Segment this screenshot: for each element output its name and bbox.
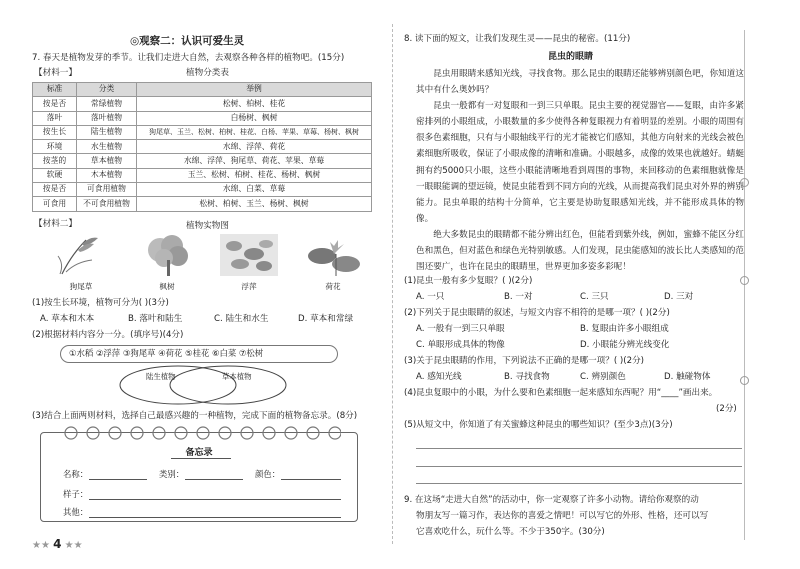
memo-other-field[interactable] <box>89 517 341 518</box>
plant-list: ①水稻 ②浮萍 ③狗尾草 ④荷花 ⑤桂花 ⑥白菜 ⑦松树 <box>60 345 338 363</box>
answer-option: C. 陆生和水生 <box>214 314 269 324</box>
passage-paragraph: 昆虫用眼睛来感知光线，寻找食物。那么昆虫的眼睛还能够辨别颜色吧，你知道这其中有什么奥妙吗？ <box>416 69 744 96</box>
spiral-binding <box>61 423 341 443</box>
table-cell: 水绵、浮萍、狗尾草、荷花、苹果、草莓 <box>137 154 372 168</box>
table-header: 标准 <box>33 83 77 97</box>
images-title: 植物实物图 <box>186 221 229 231</box>
answer-option: C. 辨别颜色 <box>580 372 626 382</box>
table-cell: 按是否 <box>33 97 77 111</box>
margin-dot <box>740 376 749 385</box>
answer-option: C. 三只 <box>580 292 609 302</box>
answer-option: A. 一只 <box>416 292 445 302</box>
memo-title: 备忘录 <box>185 448 213 458</box>
decor-stars: ★★ <box>61 540 83 551</box>
passage-paragraph: 昆虫一般都有一对复眼和一到三只单眼。昆虫主要的视觉器官——复眼，由许多紧密排列的小眼组成，小眼数量的多少使得各种复眼视力有着明显的差别。小眼的周围有很多色素细胞，只有与小眼轴线平行的光才能被它们感知，其他方向射来的光线会被色素细胞所吸收，保证了小眼成像的清晰和准确。小眼越多，成像的效果也就越好。蜻蜓拥有约5000只小眼，这些小眼能清晰地看到周围的事物，来回移动的色素细胞就像是一眼眼能调的望远镜，使昆虫能看到不同方向的光线，从而提高我们昆虫对外界的辨别能力。昆虫单眼的结构十分简单，它主要是协助复眼感知光线，并不能形成具体的物像。 <box>416 101 744 224</box>
question-9-line: 9. 在这场“走进大自然”的活动中，你一定观察了许多小动物。请给你观察的动 <box>404 495 699 505</box>
decor-stars: ★★ <box>32 540 54 551</box>
question-7-3: (3)结合上面两则材料，选择自己最感兴趣的一种植物，完成下面的植物备忘录。(8分) <box>32 411 358 421</box>
question-7-2: (2)根据材料内容分一分。(填序号)(4分) <box>32 330 184 340</box>
table-header-row <box>33 83 372 97</box>
table-row <box>33 97 372 111</box>
memo-category-field[interactable] <box>185 479 243 480</box>
section-title: ◎观察二：认识可爱生灵 <box>130 35 245 47</box>
answer-option: A. 一般有一到三只单眼 <box>416 324 505 334</box>
answer-option: D. 触碰物体 <box>664 372 711 382</box>
question-8-2: (2)下列关于昆虫眼睛的叙述，与短文内容不相符的是哪一项？( )(2分) <box>404 308 670 318</box>
answer-option: D. 小眼能分辨光线变化 <box>580 340 670 350</box>
page-number <box>32 536 83 553</box>
question-8-4-score: (2分) <box>716 404 737 414</box>
lotus-image <box>304 234 362 276</box>
memo-name-field[interactable] <box>89 479 147 480</box>
table-row <box>33 125 372 139</box>
table-cell: 水绵、浮萍、荷花 <box>137 140 372 154</box>
table-cell: 落叶 <box>33 111 77 125</box>
answer-line[interactable] <box>416 466 742 467</box>
image-caption: 狗尾草 <box>69 282 93 291</box>
table-cell: 环境 <box>33 140 77 154</box>
answer-option: A. 感知光线 <box>416 372 462 382</box>
answer-line[interactable] <box>416 483 742 484</box>
answer-option: B. 一对 <box>504 292 533 302</box>
table-cell: 玉兰、松树、柏树、桂花、杨树、枫树 <box>137 168 372 182</box>
memo-category-label: 类别： <box>159 469 185 479</box>
table-header: 分类 <box>77 83 137 97</box>
table-cell: 按茎的 <box>33 154 77 168</box>
question-9-line: 它喜欢吃什么，玩什么等。不少于350字。(30分) <box>416 527 605 537</box>
image-caption: 浮萍 <box>241 282 257 291</box>
passage-paragraph: 绝大多数昆虫的眼睛都不能分辨出红色，但能看到紫外线，例如，蜜蜂不能区分红色和黑色，但对蓝色和绿色光特别敏感。人们发现，昆虫能感知的波长比人类感知的范围还要广，也许在昆虫的眼睛里，世界更加多姿多彩呢！ <box>416 229 744 273</box>
plant-memo-card <box>40 432 358 522</box>
question-8-5: (5)从短文中，你知道了有关蜜蜂这种昆虫的哪些知识？(至少3点)(3分) <box>404 420 673 430</box>
table-header: 举例 <box>137 83 372 97</box>
table-row <box>33 183 372 197</box>
table-cell: 软硬 <box>33 168 77 182</box>
answer-option: B. 寻找食物 <box>504 372 550 382</box>
memo-color-field[interactable] <box>281 479 341 480</box>
table-row <box>33 168 372 182</box>
question-7: 7. 春天是植物发芽的季节。让我们走进大自然，去观察各种各样的植物吧。(15分) <box>32 53 345 63</box>
table-cell: 常绿植物 <box>77 97 137 111</box>
question-9-line: 物朋友写一篇习作，表达你的喜爱之情吧！可以写它的外形、性格，还可以写 <box>416 511 709 521</box>
duckweed-image <box>220 234 278 276</box>
table-cell: 草本植物 <box>77 154 137 168</box>
table-cell: 陆生植物 <box>77 125 137 139</box>
column-divider <box>392 24 393 544</box>
table-cell: 木本植物 <box>77 168 137 182</box>
answer-option: A. 草本和木本 <box>40 314 95 324</box>
answer-option: D. 三对 <box>664 292 694 302</box>
table-cell: 水生植物 <box>77 140 137 154</box>
memo-name-label: 名称： <box>63 469 89 479</box>
table-title: 植物分类表 <box>186 68 229 78</box>
question-8: 8. 读下面的短文，让我们发现生灵——昆虫的秘密。(11分) <box>404 34 631 44</box>
image-caption: 枫树 <box>159 282 175 291</box>
memo-other-label: 其他： <box>63 507 89 517</box>
table-cell: 可食用植物 <box>77 183 137 197</box>
answer-option: B. 复眼由许多小眼组成 <box>580 324 669 334</box>
question-8-1: (1)昆虫一般有多少复眼？( )(2分) <box>404 276 533 286</box>
table-cell: 狗尾草、玉兰、松树、柏树、桂花、白杨、苹果、草莓、杨树、枫树 <box>137 125 372 139</box>
image-caption: 荷花 <box>325 282 341 291</box>
table-cell: 按是否 <box>33 183 77 197</box>
table-row <box>33 154 372 168</box>
passage-body <box>416 66 744 275</box>
memo-color-label: 颜色： <box>255 469 281 479</box>
answer-option: D. 草本和常绿 <box>298 314 354 324</box>
table-cell: 白杨树、枫树 <box>137 111 372 125</box>
plant-classification-table <box>32 82 372 212</box>
question-7-1: (1)按生长环境，植物可分为( )(3分) <box>32 298 169 308</box>
venn-left-label: 陆生植物 <box>146 372 176 381</box>
margin-dot <box>740 276 749 285</box>
table-cell: 可食用 <box>33 197 77 211</box>
passage-title: 昆虫的眼睛 <box>548 52 594 62</box>
answer-line[interactable] <box>416 448 742 449</box>
table-cell: 松树、柏树、玉兰、杨树、枫树 <box>137 197 372 211</box>
venn-right-label: 草本植物 <box>222 372 252 381</box>
margin-line <box>744 30 745 540</box>
table-cell: 不可食用植物 <box>77 197 137 211</box>
material-1-label: 【材料一】 <box>34 68 77 78</box>
table-row <box>33 197 372 211</box>
table-row <box>33 140 372 154</box>
page-number-value: 4 <box>53 537 62 551</box>
foxtail-grass-image <box>52 234 110 276</box>
memo-shape-field[interactable] <box>89 499 341 500</box>
answer-option: C. 单眼形成具体的物像 <box>416 340 505 350</box>
memo-shape-label: 样子： <box>63 489 89 499</box>
material-2-label: 【材料二】 <box>34 219 77 229</box>
table-cell: 松树、柏树、桂花 <box>137 97 372 111</box>
table-cell: 水绵、白菜、草莓 <box>137 183 372 197</box>
table-row <box>33 111 372 125</box>
question-8-4: (4)昆虫复眼中的小眼，为什么要和色素细胞一起来感知东西呢？用“____”画出来。 <box>404 388 718 398</box>
venn-diagram <box>118 364 288 406</box>
maple-tree-image <box>138 234 196 276</box>
title-underline <box>171 458 231 459</box>
margin-dot <box>740 178 749 187</box>
table-cell: 按生长 <box>33 125 77 139</box>
question-8-3: (3)关于昆虫眼睛的作用，下列说法不正确的是哪一项？( )(2分) <box>404 356 645 366</box>
answer-option: B. 落叶和陆生 <box>128 314 183 324</box>
table-cell: 落叶植物 <box>77 111 137 125</box>
question-9 <box>404 492 708 540</box>
